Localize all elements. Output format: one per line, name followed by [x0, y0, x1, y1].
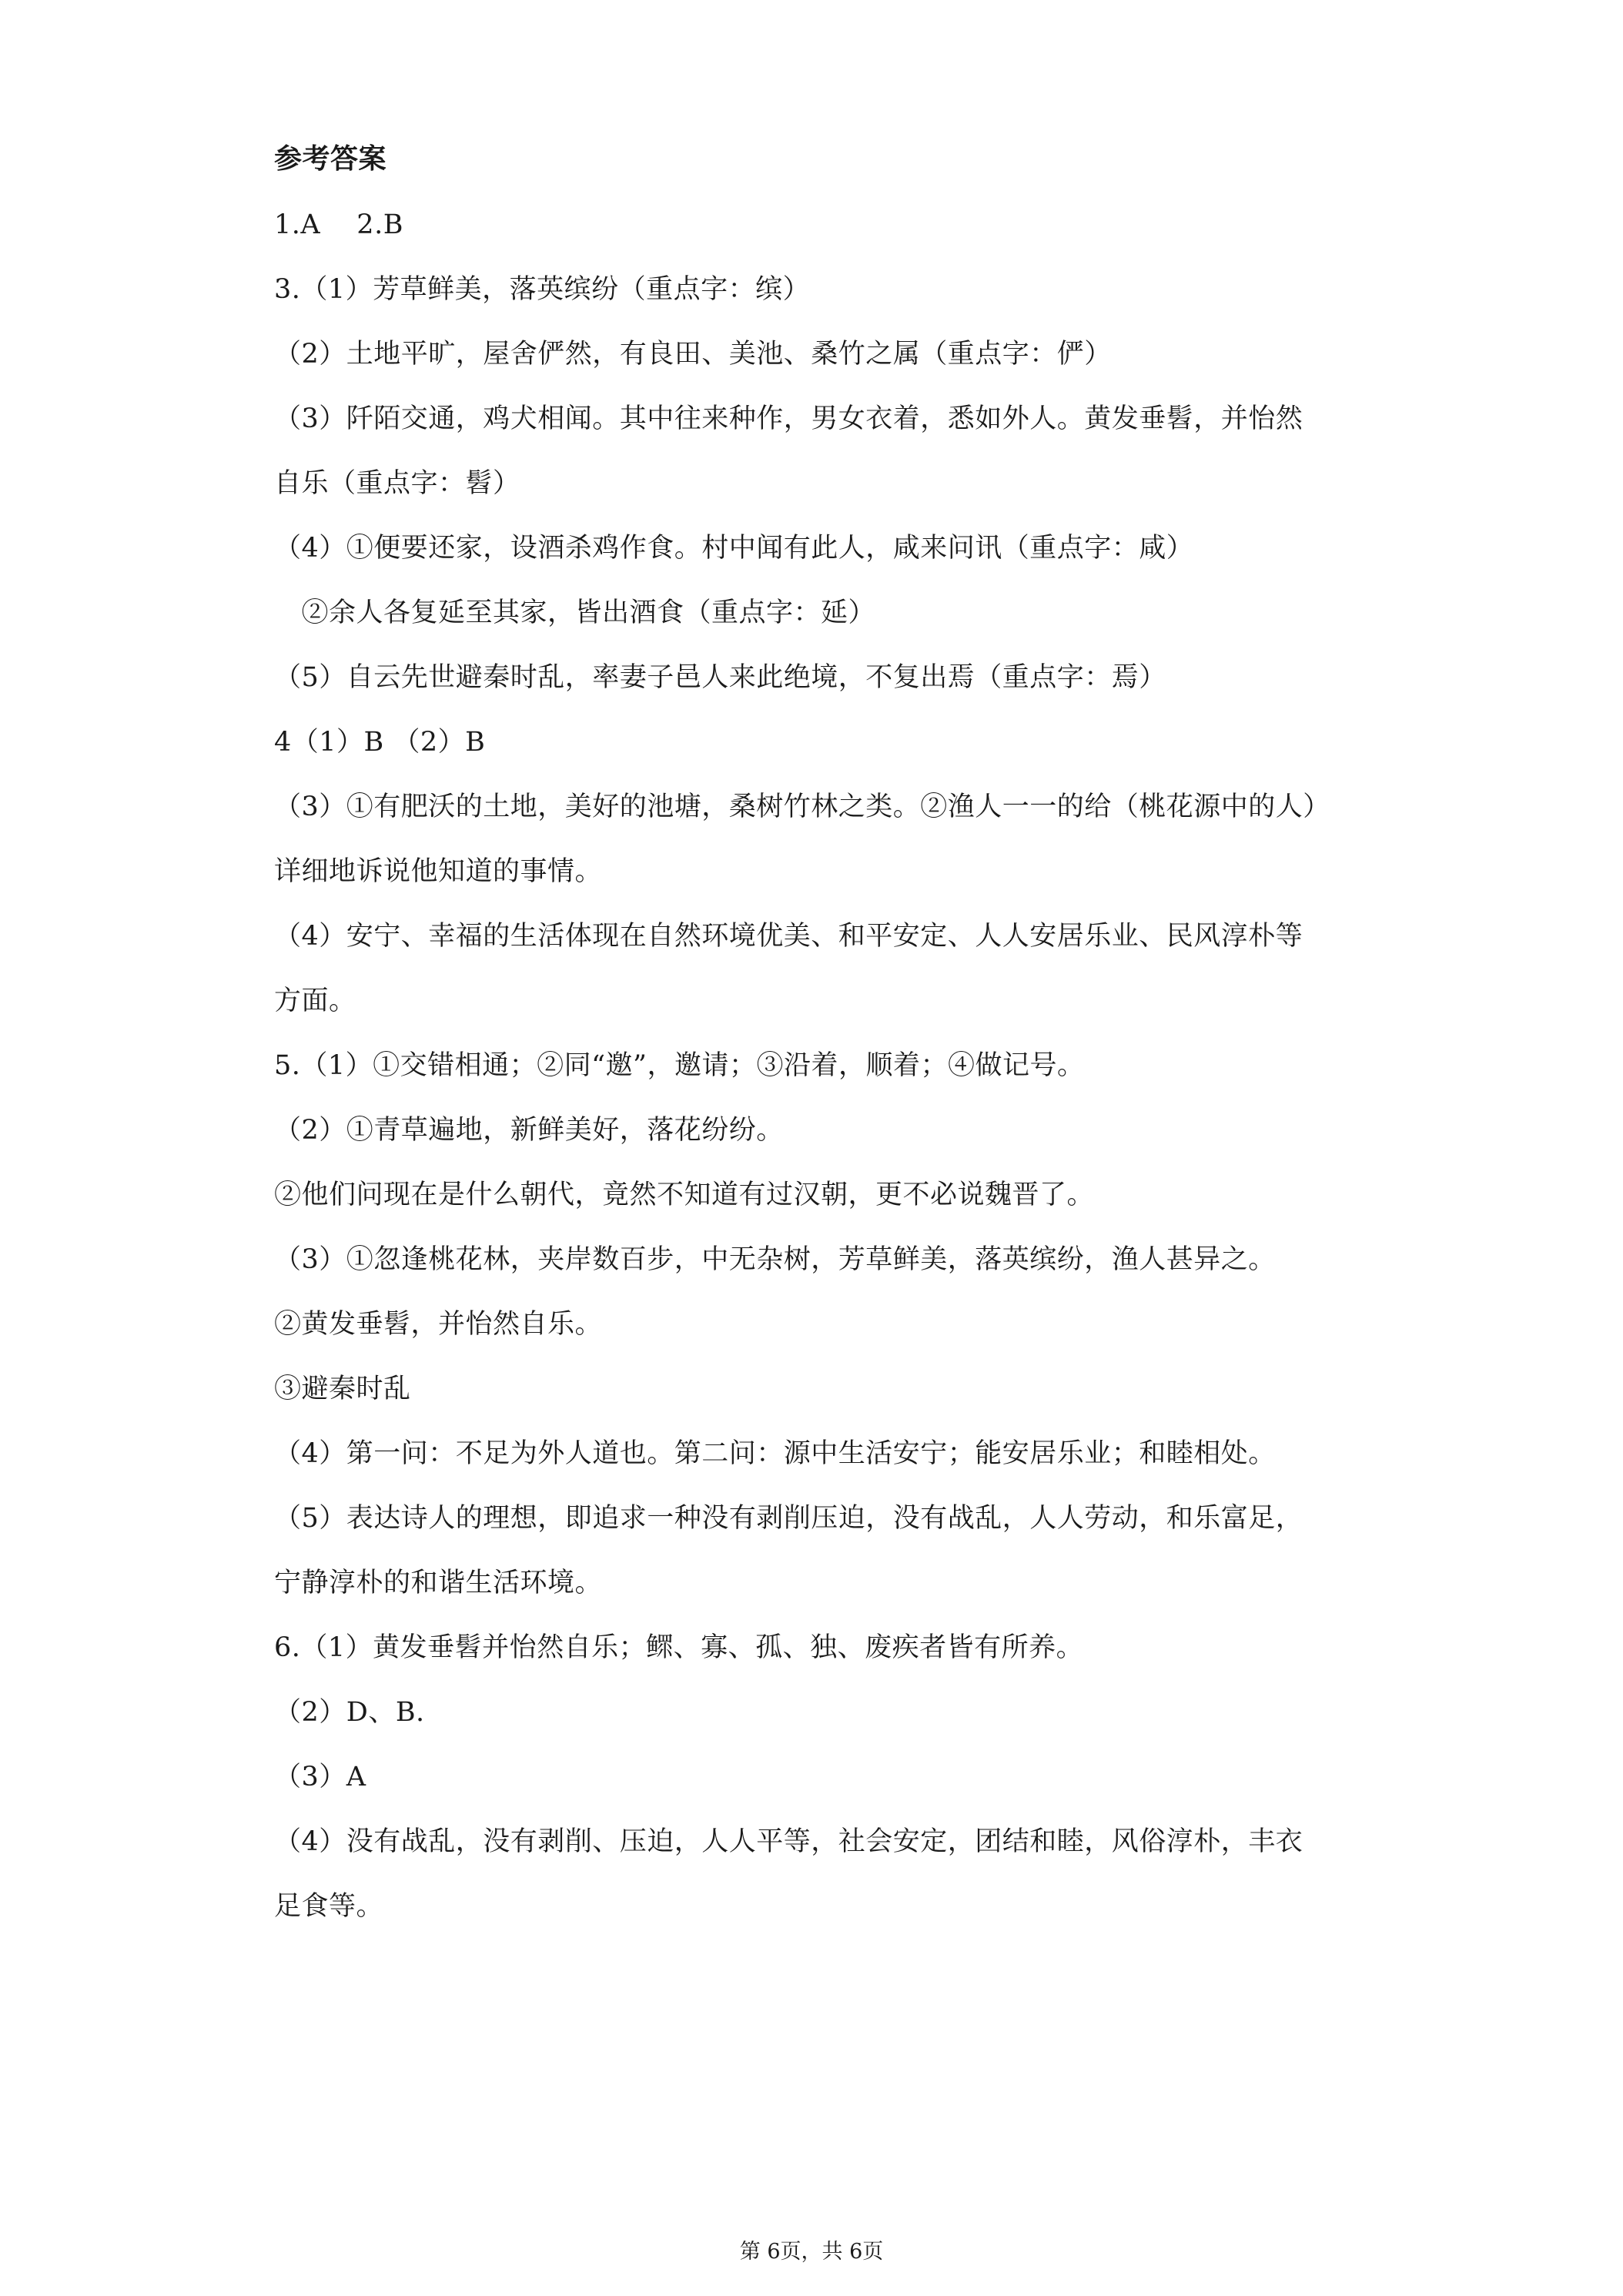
answer-line: 自乐（重点字：髫） [274, 468, 520, 499]
answer-line: （4）第一问：不足为外人道也。第二问：源中生活安宁；能安居乐业；和睦相处。 [274, 1438, 1276, 1469]
answer-line: 详细地诉说他知道的事情。 [274, 856, 603, 887]
answer-line: 6.（1）黄发垂髫并怡然自乐；鳏、寡、孤、独、废疾者皆有所养。 [274, 1632, 1084, 1663]
answer-line: ②黄发垂髫，并怡然自乐。 [274, 1309, 603, 1340]
answer-line: （3）A [274, 1762, 366, 1792]
answer-line: 足食等。 [274, 1891, 384, 1922]
answer-line: （2）土地平旷，屋舍俨然，有良田、美池、桑竹之属（重点字：俨） [274, 339, 1112, 370]
answer-line: （4）①便要还家，设酒杀鸡作食。村中闻有此人，咸来问讯（重点字：咸） [274, 533, 1194, 564]
answer-line: 宁静淳朴的和谐生活环境。 [274, 1568, 603, 1598]
answer-line: 4（1）B （2）B [274, 727, 486, 758]
answer-line: 5.（1）①交错相通；②同“邀”，邀请；③沿着，顺着；④做记号。 [274, 1050, 1085, 1081]
answer-line: （2）D、B. [274, 1697, 425, 1728]
answer-line: （3）①忽逢桃花林，夹岸数百步，中无杂树，芳草鲜美，落英缤纷，渔人甚异之。 [274, 1244, 1276, 1275]
answer-line: （3）阡陌交通，鸡犬相闻。其中往来种作，男女衣着，悉如外人。黄发垂髫，并怡然 [274, 403, 1303, 434]
answer-line: （2）①青草遍地，新鲜美好，落花纷纷。 [274, 1115, 784, 1146]
answer-line: 3.（1）芳草鲜美，落英缤纷（重点字：缤） [274, 274, 811, 305]
answer-line: 方面。 [274, 986, 356, 1016]
answer-line: （3）①有肥沃的土地，美好的池塘，桑树竹林之类。②渔人一一的给（桃花源中的人） [274, 792, 1330, 822]
answer-line: （4）安宁、幸福的生活体现在自然环境优美、和平安定、人人安居乐业、民风淳朴等 [274, 921, 1303, 952]
answer-line: （5）自云先世避秦时乱，率妻子邑人来此绝境，不复出焉（重点字：焉） [274, 662, 1166, 693]
answer-line: （5）表达诗人的理想，即追求一种没有剥削压迫，没有战乱，人人劳动，和乐富足， [274, 1503, 1303, 1534]
answer-line: ③避秦时乱 [274, 1374, 411, 1404]
answer-line: 1.A 2.B [274, 209, 403, 240]
answer-line: ②余人各复延至其家，皆出酒食（重点字：延） [274, 597, 876, 628]
page-number-footer: 第 6页，共 6页 [739, 2240, 884, 2264]
page-title: 参考答案 [274, 142, 387, 175]
answer-line: ②他们问现在是什么朝代，竟然不知道有过汉朝，更不必说魏晋了。 [274, 1180, 1095, 1210]
answer-line: （4）没有战乱，没有剥削、压迫，人人平等，社会安定，团结和睦，风俗淳朴，丰衣 [274, 1826, 1303, 1857]
